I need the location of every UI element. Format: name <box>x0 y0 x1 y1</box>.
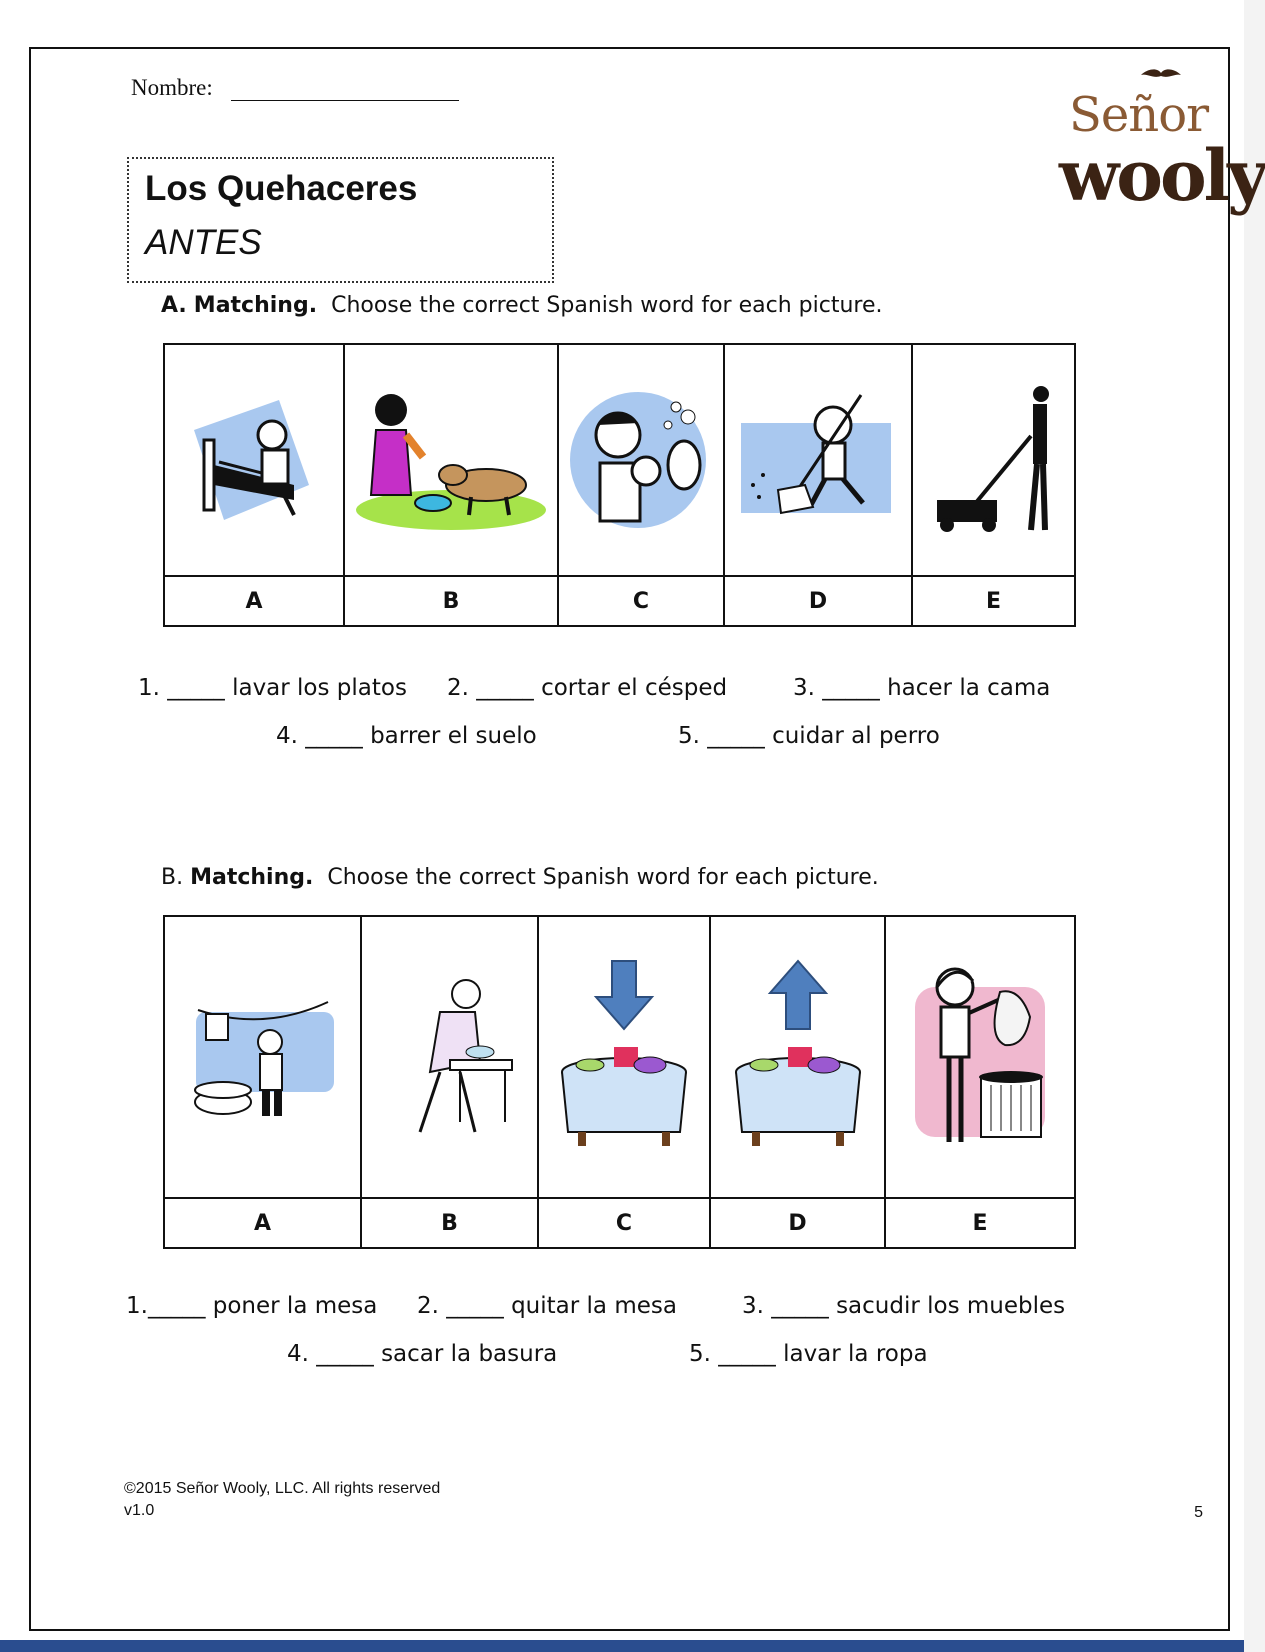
clear-table-illustration <box>728 957 868 1157</box>
section-b-label-b: B <box>361 1198 538 1248</box>
section-b-label-e: E <box>885 1198 1075 1248</box>
answer-blank[interactable]: _____ <box>822 675 880 701</box>
section-b-picture-c <box>538 916 710 1198</box>
section-a-picture-d <box>724 344 912 576</box>
section-a-item-1 <box>138 675 407 701</box>
section-a-picture-e <box>912 344 1075 576</box>
set-table-illustration <box>554 957 694 1157</box>
item-number: 4. <box>287 1341 309 1367</box>
item-phrase: barrer el suelo <box>370 723 537 749</box>
section-b-instruction <box>161 865 879 890</box>
section-b-text: Choose the correct Spanish word for each picture. <box>327 865 879 890</box>
section-b-picture-a <box>164 916 361 1198</box>
title-box <box>127 157 554 283</box>
item-phrase: lavar la ropa <box>783 1341 928 1367</box>
item-number: 2. <box>447 675 469 701</box>
section-b-item-1 <box>126 1293 377 1319</box>
dust-furniture-illustration <box>380 972 520 1142</box>
senor-wooly-logo <box>1059 67 1265 217</box>
answer-blank[interactable]: _____ <box>771 1293 829 1319</box>
section-a-label-d: D <box>724 576 912 626</box>
section-a-bold: Matching. <box>193 293 318 318</box>
answer-blank[interactable]: _____ <box>305 723 363 749</box>
logo-wooly-text: wooly <box>1059 134 1265 217</box>
logo-senor-text: Señor <box>1069 87 1209 143</box>
answer-blank[interactable]: _____ <box>316 1341 374 1367</box>
page-title: Los Quehaceres <box>145 169 418 208</box>
item-phrase: cuidar al perro <box>772 723 940 749</box>
section-b-item-5 <box>689 1341 928 1367</box>
answer-blank[interactable]: _____ <box>476 675 534 701</box>
item-phrase: hacer la cama <box>887 675 1051 701</box>
item-phrase: sacar la basura <box>381 1341 558 1367</box>
section-b-item-3 <box>742 1293 1065 1319</box>
name-label: Nombre: <box>131 75 213 100</box>
copyright-text: ©2015 Señor Wooly, LLC. All rights reserved <box>124 1480 441 1497</box>
section-b-bold: Matching. <box>190 865 314 890</box>
section-a-text: Choose the correct Spanish word for each picture. <box>331 293 883 318</box>
make-bed-illustration <box>184 390 324 530</box>
take-out-trash-illustration <box>905 957 1055 1157</box>
section-a-item-4 <box>276 723 537 749</box>
section-b-label-d: D <box>710 1198 885 1248</box>
section-a-picture-table <box>163 343 1076 627</box>
item-phrase: poner la mesa <box>212 1293 378 1319</box>
down-arrow-icon <box>596 961 652 1029</box>
bottom-bar <box>0 1640 1244 1652</box>
answer-blank[interactable]: _____ <box>167 675 225 701</box>
name-field-row <box>131 75 459 101</box>
item-phrase: sacudir los muebles <box>836 1293 1066 1319</box>
section-b-picture-b <box>361 916 538 1198</box>
section-a-instruction <box>161 293 882 318</box>
answer-blank[interactable]: _____ <box>718 1341 776 1367</box>
section-b-label-c: C <box>538 1198 710 1248</box>
section-a-label-c: C <box>558 576 724 626</box>
section-a-item-5 <box>678 723 940 749</box>
section-b-prefix: B. <box>161 865 184 890</box>
section-a-picture-a <box>164 344 344 576</box>
section-a-label-b: B <box>344 576 558 626</box>
section-a-item-3 <box>793 675 1050 701</box>
item-phrase: cortar el césped <box>541 675 728 701</box>
item-number: 5. <box>689 1341 711 1367</box>
section-a-picture-c <box>558 344 724 576</box>
answer-blank[interactable]: _____ <box>147 1293 206 1319</box>
item-number: 3. <box>742 1293 764 1319</box>
item-phrase: quitar la mesa <box>511 1293 677 1319</box>
section-b-item-2 <box>417 1293 677 1319</box>
section-b-picture-d <box>710 916 885 1198</box>
item-number: 1. <box>138 675 160 701</box>
item-number: 2. <box>417 1293 439 1319</box>
item-number: 4. <box>276 723 298 749</box>
page-number: 5 <box>1194 1504 1203 1521</box>
item-phrase: lavar los platos <box>232 675 407 701</box>
up-arrow-icon <box>770 961 826 1029</box>
laundry-illustration <box>188 992 338 1122</box>
name-blank-line[interactable] <box>231 78 459 101</box>
section-a-label-a: A <box>164 576 344 626</box>
section-b-picture-table <box>163 915 1076 1249</box>
walk-dog-illustration <box>351 385 551 535</box>
item-number: 5. <box>678 723 700 749</box>
version-text: v1.0 <box>124 1502 155 1519</box>
section-a-label-e: E <box>912 576 1075 626</box>
section-a-prefix: A. <box>161 293 187 318</box>
section-a-item-2 <box>447 675 727 701</box>
worksheet-page <box>29 47 1265 1631</box>
mustache-icon <box>1139 67 1183 83</box>
page-subtitle: ANTES <box>145 223 262 262</box>
section-a-picture-b <box>344 344 558 576</box>
answer-blank[interactable]: _____ <box>446 1293 504 1319</box>
section-b-label-a: A <box>164 1198 361 1248</box>
wash-dishes-illustration <box>566 385 716 535</box>
sweep-floor-illustration <box>733 385 903 535</box>
section-b-picture-e <box>885 916 1075 1198</box>
mow-lawn-illustration <box>919 380 1069 540</box>
section-b-item-4 <box>287 1341 557 1367</box>
answer-blank[interactable]: _____ <box>707 723 765 749</box>
item-number: 3. <box>793 675 815 701</box>
item-number: 1. <box>126 1293 148 1319</box>
